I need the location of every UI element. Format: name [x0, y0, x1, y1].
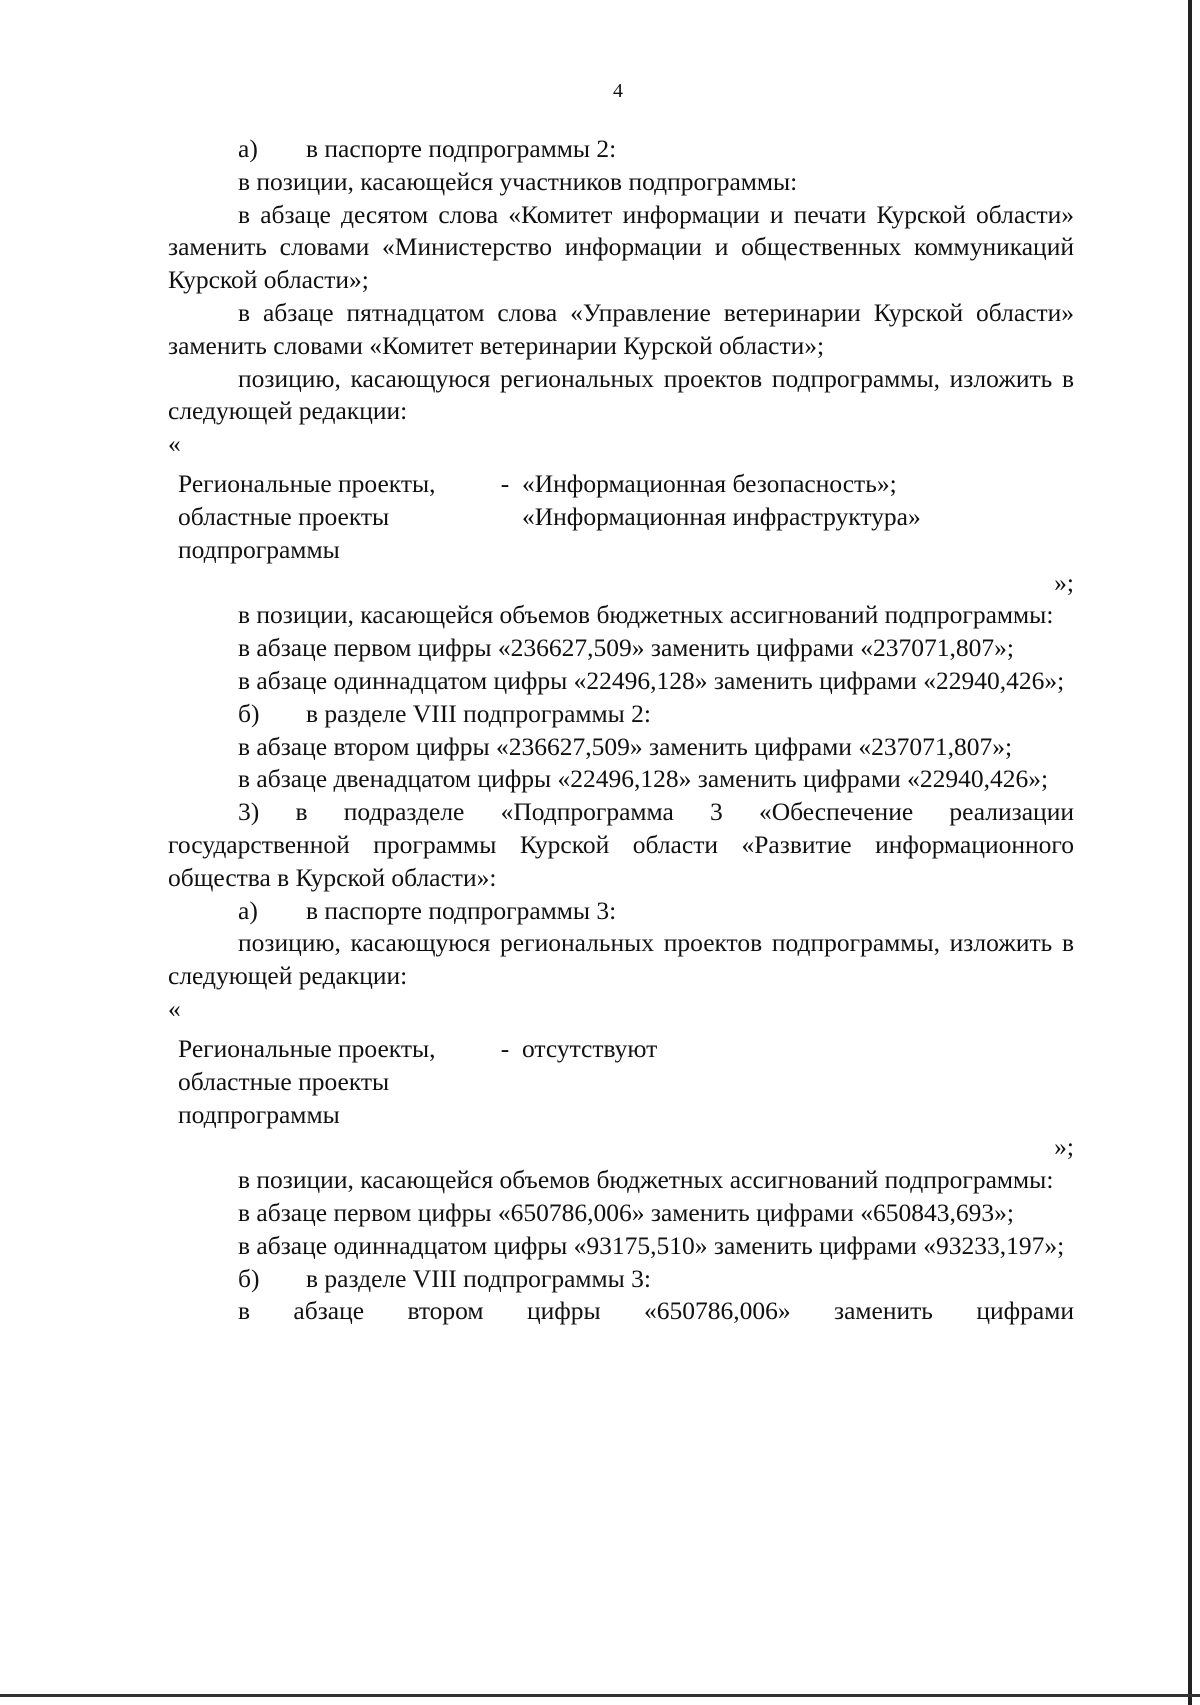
paragraph: в абзаце втором цифры «236627,509» заменить цифрами «237071,807»; — [238, 731, 1013, 761]
position-dash: - — [500, 469, 510, 499]
position-name-line: областные проекты — [178, 1066, 390, 1096]
position-dash: - — [500, 1033, 510, 1063]
paragraph: в абзаце двенадцатом цифры «22496,128» заменить цифрами «22940,426»; — [238, 764, 1049, 794]
paragraph: в абзаце пятнадцатом слова «Управление ветеринарии Курской области» заменить словами «Комитет ветеринарии Курской области»; — [168, 297, 1074, 360]
paragraph: в абзаце втором цифры «650786,006» заменить цифрами — [238, 1296, 1074, 1326]
position-name-line: Региональные проекты, — [178, 469, 436, 499]
paragraph: в абзаце первом цифры «236627,509» заменить цифрами «237071,807»; — [238, 633, 1014, 663]
paragraph: в абзаце одиннадцатом цифры «93175,510» заменить цифрами «93233,197»; — [238, 1230, 1065, 1260]
position-name — [178, 1033, 488, 1131]
position-name-line: Региональные проекты, — [178, 1033, 436, 1063]
paragraph: в позиции, касающейся участников подпрограммы: — [238, 166, 798, 196]
position-value-line: отсутствуют — [522, 1033, 658, 1063]
list-item — [168, 895, 1074, 928]
list-item-text: в паспорте подпрограммы 2: — [306, 134, 617, 163]
paragraph: в позиции, касающейся объемов бюджетных ассигнований подпрограммы: — [238, 600, 1054, 630]
position-name-line: подпрограммы — [178, 1099, 340, 1129]
passport-position-table — [178, 468, 921, 566]
list-item-text: в разделе VIII подпрограммы 3: — [306, 1263, 651, 1293]
list-item-marker: б) — [238, 1263, 260, 1293]
closing-quote: »; — [1054, 1132, 1074, 1162]
page-number: 4 — [613, 80, 623, 102]
list-item — [168, 698, 1074, 731]
position-value-line: «Информационная безопасность»; — [522, 469, 897, 499]
opening-quote: « — [168, 429, 181, 459]
list-item-marker: б) — [238, 698, 260, 728]
position-value — [522, 1033, 657, 1131]
list-item-marker: а) — [238, 134, 258, 163]
list-item-text: в разделе VIII подпрограммы 2: — [306, 698, 651, 728]
position-name-line: областные проекты — [178, 501, 390, 531]
position-value-line: «Информационная инфраструктура» — [522, 501, 921, 531]
paragraph: в абзаце десятом слова «Комитет информации и печати Курской области» заменить словами «Министерство информации и общественных коммуникаций Курской области»; — [168, 199, 1074, 295]
paragraph: в абзаце первом цифры «650786,006» заменить цифрами «650843,693»; — [238, 1197, 1014, 1227]
passport-position-table — [178, 1033, 657, 1131]
paragraph: в абзаце одиннадцатом цифры «22496,128» заменить цифрами «22940,426»; — [238, 665, 1065, 695]
paragraph: позицию, касающуюся региональных проектов подпрограммы, изложить в следующей редакции: — [168, 363, 1074, 426]
position-value — [522, 468, 921, 566]
closing-quote: »; — [1054, 567, 1074, 597]
page-edge-right — [1188, 0, 1192, 1705]
position-name-line: подпрограммы — [178, 534, 340, 564]
opening-quote: « — [168, 993, 181, 1023]
position-name — [178, 468, 488, 566]
list-item-text: в паспорте подпрограммы 3: — [306, 895, 617, 925]
paragraph: 3) в подразделе «Подпрограмма 3 «Обеспечение реализации государственной программы Курской области «Развитие информационного общества в Курской области»: — [168, 797, 1074, 892]
document-body — [168, 133, 1074, 1328]
page-edge-bottom — [0, 1694, 1200, 1697]
paragraph: в позиции, касающейся объемов бюджетных ассигнований подпрограммы: — [238, 1165, 1054, 1195]
list-item-marker: а) — [238, 895, 258, 925]
list-item — [168, 133, 1074, 166]
paragraph: позицию, касающуюся региональных проектов подпрограммы, изложить в следующей редакции: — [168, 928, 1074, 991]
list-item — [168, 1263, 1074, 1296]
